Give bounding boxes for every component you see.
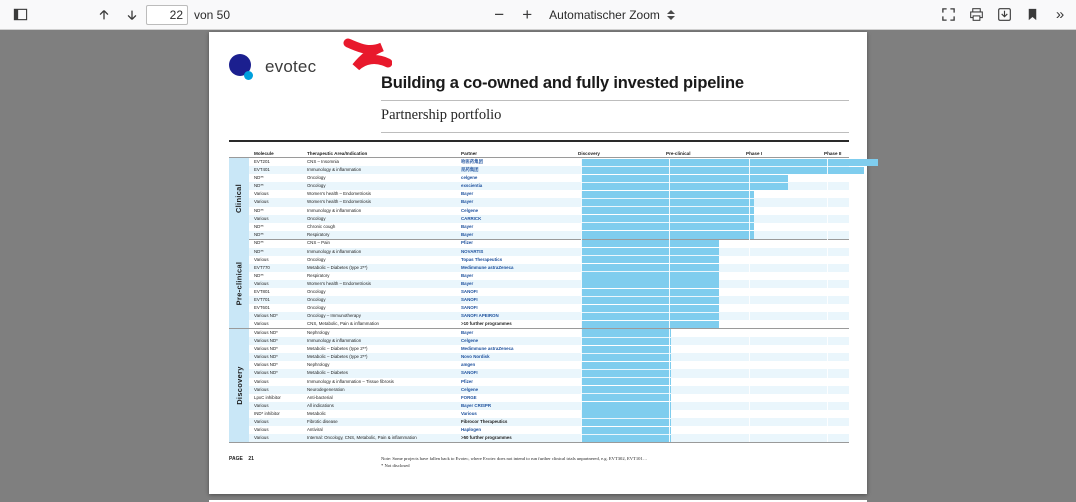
header-partner: Partner	[461, 151, 478, 156]
cell-therapeutic: Immunology & inflammation	[307, 207, 362, 213]
progress-bar	[581, 305, 719, 312]
table-row	[249, 207, 849, 215]
cell-partner: 昆药集团	[461, 167, 479, 173]
cell-molecule: EVT601	[254, 305, 270, 311]
progress-bar	[581, 313, 719, 320]
cell-therapeutic: Immunology & inflammation	[307, 338, 362, 344]
table-row	[249, 182, 849, 190]
cell-partner: FORGE	[461, 394, 477, 400]
cell-molecule: Various	[254, 402, 269, 408]
progress-bar	[581, 297, 719, 304]
cell-therapeutic: Immunology & inflammation	[307, 248, 362, 254]
cell-partner: >50 further programmes	[461, 435, 512, 441]
download-icon	[997, 7, 1012, 22]
footer-page-label: PAGE	[229, 456, 243, 462]
zoom-select[interactable]	[541, 4, 679, 26]
phase-band	[229, 329, 849, 442]
cell-partner: Bayer	[461, 329, 474, 335]
progress-bar	[581, 321, 719, 328]
cell-therapeutic: Women's health – Endometriosis	[307, 191, 371, 197]
progress-bar	[581, 231, 754, 238]
table-row	[249, 174, 849, 182]
print-icon	[969, 7, 984, 22]
phase-gridline	[827, 239, 828, 328]
cell-molecule: Various ND*	[254, 329, 278, 335]
cell-partner: Celgene	[461, 207, 479, 213]
cell-partner: exscientia	[461, 183, 483, 189]
zoom-out-button[interactable]: −	[494, 4, 505, 24]
cell-partner: Bayer	[461, 231, 474, 237]
cell-therapeutic: Oncology	[307, 289, 326, 294]
table-row	[249, 402, 849, 410]
cell-molecule: EVT401	[254, 167, 270, 173]
table-row	[249, 190, 849, 198]
page-count-label: von 50	[194, 7, 231, 22]
zoom-select-value: Automatischer Zoom	[549, 7, 660, 22]
phase-gridline	[827, 329, 828, 442]
cell-partner: CARRICK	[461, 215, 482, 221]
progress-bar	[581, 215, 754, 222]
cell-therapeutic: Metabolic	[307, 410, 326, 416]
pdf-viewer[interactable]	[0, 30, 1076, 502]
cell-molecule: ND**	[254, 183, 264, 189]
cell-molecule: ND**	[254, 223, 264, 229]
header-phase2: Phase II	[824, 151, 842, 156]
phase-band	[229, 239, 849, 328]
cell-molecule: ND**	[254, 240, 264, 246]
table-row	[249, 166, 849, 174]
cell-molecule: Various	[254, 280, 269, 286]
progress-bar	[581, 362, 671, 369]
table-row	[249, 329, 849, 337]
cell-molecule: Various ND*	[254, 338, 278, 344]
table-row	[249, 418, 849, 426]
cell-therapeutic: Internal: Oncology, CNS, Metabolic, Pain & inflammation	[307, 435, 417, 441]
pdf-page	[209, 32, 867, 494]
footnote-line-1: Note: Some projects have fallen back to Evotec, where Evotec does not intend to run further clinical trials unpartnered, e.g. EVT302, EVT101…	[381, 456, 648, 461]
phase-band-label: Discovery	[229, 329, 249, 442]
table-top-rule	[229, 140, 849, 142]
progress-bar	[581, 427, 671, 434]
logo-text: evotec	[265, 57, 317, 76]
cell-molecule: Various	[254, 378, 269, 384]
table-row	[249, 158, 849, 166]
cell-molecule: Various	[254, 386, 269, 392]
cell-molecule: Various ND*	[254, 313, 278, 319]
cell-partner: Medimmune astraZeneca	[461, 264, 514, 270]
cell-molecule: Various	[254, 191, 269, 197]
cell-molecule: EVT701	[254, 297, 270, 303]
progress-bar	[581, 256, 719, 263]
progress-bar	[581, 346, 671, 353]
cell-molecule: EVT770	[254, 264, 270, 270]
sidebar-toggle-button[interactable]	[6, 2, 34, 28]
cell-molecule: Various	[254, 199, 269, 205]
phase-band-rows	[249, 158, 849, 239]
pdf-toolbar	[0, 0, 1076, 30]
progress-bar	[581, 272, 719, 279]
cell-therapeutic: CNS, Metabolic, Pain & inflammation	[307, 321, 379, 327]
cell-therapeutic: Oncology	[307, 183, 326, 189]
cell-therapeutic: Metabolic – Diabetes (type 2**)	[307, 354, 368, 360]
cell-molecule: IND* inhibitor	[254, 410, 280, 416]
cell-molecule: Various ND*	[254, 370, 278, 376]
table-row	[249, 394, 849, 402]
cell-partner: Haplogen	[461, 427, 482, 433]
progress-bar	[581, 167, 864, 174]
table-row	[249, 248, 849, 256]
previous-page-button[interactable]	[90, 2, 118, 28]
cell-partner: Celgene	[461, 338, 479, 344]
cell-therapeutic: Metabolic – Diabetes	[307, 370, 349, 376]
band-divider	[229, 442, 849, 443]
cell-partner: amgen	[461, 362, 476, 368]
cell-molecule: Various ND*	[254, 362, 278, 368]
phase-gridline	[749, 239, 750, 328]
cell-partner: SANOFI	[461, 297, 478, 303]
cell-therapeutic: Oncology	[307, 215, 326, 221]
cell-molecule: Various	[254, 419, 269, 424]
progress-bar	[581, 280, 719, 287]
progress-bar	[581, 199, 754, 206]
presentation-mode-button[interactable]	[934, 2, 962, 28]
cell-therapeutic: Oncology	[307, 305, 326, 311]
cell-molecule: ND**	[254, 272, 264, 278]
table-row	[249, 256, 849, 264]
table-row	[249, 198, 849, 206]
more-tools-button[interactable]: »	[1055, 6, 1065, 23]
cell-molecule: LpxC inhibitor	[254, 394, 281, 400]
progress-bar	[581, 183, 788, 190]
table-row	[249, 361, 849, 369]
cell-molecule: EVT201	[254, 159, 270, 164]
cell-therapeutic: Oncology	[307, 175, 326, 181]
phase-band	[229, 158, 849, 239]
cell-partner: Bayer CRISPR	[461, 402, 492, 408]
sidebar-icon	[13, 7, 28, 22]
table-row	[249, 288, 849, 296]
progress-bar	[581, 223, 754, 230]
table-row	[249, 369, 849, 377]
cell-partner: NOVARTIS	[461, 248, 484, 254]
cell-partner: >10 further programmes	[461, 321, 512, 327]
cell-partner: Pfizer	[461, 378, 473, 384]
footnote	[381, 455, 801, 469]
progress-bar	[581, 435, 671, 442]
cell-partner: Bayer	[461, 199, 474, 205]
red-annotation-mark	[342, 37, 392, 73]
cell-partner: Fibrocor Therapeutics	[461, 419, 508, 424]
progress-bar	[581, 191, 754, 198]
arrow-up-icon	[97, 8, 111, 22]
fullscreen-icon	[941, 7, 956, 22]
progress-bar	[581, 159, 878, 166]
cell-therapeutic: Women's health – Endometriosis	[307, 280, 371, 286]
cell-therapeutic: Respiratory	[307, 231, 330, 237]
progress-bar	[581, 248, 719, 255]
table-row	[249, 320, 849, 328]
chevron-updown-icon	[667, 10, 675, 20]
progress-bar	[581, 394, 671, 401]
table-row	[249, 426, 849, 434]
cell-partner: Novo Nordisk	[461, 354, 490, 360]
title-divider	[381, 100, 849, 101]
cell-therapeutic: Metabolic – Diabetes (type 2**)	[307, 264, 368, 270]
cell-therapeutic: Neurodegeneration	[307, 386, 345, 392]
phase-gridline	[749, 158, 750, 239]
progress-bar	[581, 370, 671, 377]
cell-partner: Bayer	[461, 191, 474, 197]
table-row	[249, 434, 849, 442]
cell-molecule: ND**	[254, 207, 264, 213]
cell-molecule: ND**	[254, 175, 264, 181]
table-row	[249, 353, 849, 361]
cell-therapeutic: Fibrotic disease	[307, 419, 338, 424]
cell-partner: SANOFI	[461, 305, 478, 311]
cell-molecule: Various	[254, 427, 269, 433]
header-therapeutic: Therapeutic Area/Indication	[307, 151, 368, 156]
table-row	[249, 345, 849, 353]
table-row	[249, 239, 849, 247]
slide-subtitle: Partnership portfolio	[381, 107, 502, 123]
cell-therapeutic: Respiratory	[307, 272, 330, 278]
phase-band-label: Pre-clinical	[229, 239, 249, 328]
cell-therapeutic: Immunology & inflammation – Tissue fibrosis	[307, 378, 394, 384]
table-row	[249, 304, 849, 312]
bookmark-button[interactable]	[1018, 2, 1046, 28]
cell-partner: Medimmune astraZeneca	[461, 346, 514, 352]
next-page-button[interactable]	[118, 2, 146, 28]
cell-therapeutic: Anti-bacterial	[307, 394, 333, 400]
table-row	[249, 312, 849, 320]
cell-therapeutic: All indications	[307, 402, 334, 408]
slide-title: Building a co-owned and fully invested pipeline	[381, 74, 744, 92]
phase-gridline	[581, 329, 582, 442]
header-phase1: Phase I	[746, 151, 763, 156]
phase-gridline	[669, 158, 670, 239]
phase-gridline	[581, 158, 582, 239]
cell-partner: Bayer	[461, 280, 474, 286]
progress-bar	[581, 240, 719, 247]
cell-therapeutic: Oncology	[307, 256, 326, 262]
progress-bar	[581, 264, 719, 271]
progress-bar	[581, 338, 671, 345]
phase-gridline	[827, 158, 828, 239]
cell-molecule: Various	[254, 321, 269, 327]
cell-partner: Topas Therapeutics	[461, 256, 503, 262]
phase-band-rows	[249, 329, 849, 442]
header-discovery: Discovery	[578, 151, 600, 156]
cell-partner: SANOFI	[461, 289, 478, 294]
zoom-in-button[interactable]: +	[522, 4, 533, 24]
page-number-input[interactable]	[146, 5, 188, 25]
footnote-line-2: * Not disclosed	[381, 463, 410, 468]
table-row	[249, 264, 849, 272]
cell-partner: SANOFI	[461, 370, 478, 376]
cell-molecule: ND**	[254, 248, 264, 254]
cell-therapeutic: Oncology	[307, 297, 326, 303]
cell-molecule: Various	[254, 256, 269, 262]
cell-therapeutic: Immunology & inflammation	[307, 167, 362, 173]
cell-therapeutic: Women's health – Endometriosis	[307, 199, 371, 205]
progress-bar	[581, 175, 788, 182]
subtitle-divider	[381, 132, 849, 133]
cell-partner: SANOFI APEIRON	[461, 313, 499, 319]
cell-therapeutic: CNS – Insomnia	[307, 159, 339, 164]
phase-gridline	[669, 329, 670, 442]
cell-molecule: Various	[254, 215, 269, 221]
progress-bar	[581, 289, 719, 296]
cell-partner: 哈医药集团	[461, 159, 483, 164]
phase-band-label: Clinical	[229, 158, 249, 239]
header-molecule: Molecule	[254, 151, 274, 156]
table-row	[249, 272, 849, 280]
cell-therapeutic: Nephrology	[307, 329, 330, 335]
header-preclinical: Pre-clinical	[666, 151, 691, 156]
progress-bar	[581, 402, 671, 409]
phase-gridline	[669, 239, 670, 328]
table-row	[249, 386, 849, 394]
cell-partner: Pfizer	[461, 240, 473, 246]
progress-bar	[581, 354, 671, 361]
arrow-down-icon	[125, 8, 139, 22]
cell-therapeutic: Oncology – Immunotherapy	[307, 313, 361, 319]
cell-molecule: Various	[254, 435, 269, 441]
table-row	[249, 280, 849, 288]
bookmark-icon	[1025, 7, 1040, 22]
pipeline-table	[229, 148, 849, 443]
cell-partner: Bayer	[461, 272, 474, 278]
progress-bar	[581, 410, 671, 417]
progress-bar	[581, 329, 671, 336]
phase-gridline	[749, 329, 750, 442]
table-header-row	[229, 148, 849, 158]
cell-molecule: EVT801	[254, 289, 270, 294]
print-button[interactable]	[962, 2, 990, 28]
cell-partner: Bayer	[461, 223, 474, 229]
table-row	[249, 410, 849, 418]
cell-partner: Celgene	[461, 386, 479, 392]
cell-therapeutic: Nephrology	[307, 362, 330, 368]
progress-bar	[581, 378, 671, 385]
cell-molecule: Various ND*	[254, 346, 278, 352]
table-row	[249, 223, 849, 231]
table-row	[249, 337, 849, 345]
logo-small-circle-icon	[244, 71, 253, 80]
progress-bar	[581, 207, 754, 214]
table-row	[249, 296, 849, 304]
cell-therapeutic: Antiviral	[307, 427, 323, 433]
footer-page	[229, 456, 254, 462]
phase-band-rows	[249, 239, 849, 328]
footer-page-number: 21	[248, 456, 254, 462]
cell-partner: celgene	[461, 175, 478, 181]
evotec-logo	[229, 54, 316, 80]
progress-bar	[581, 386, 671, 393]
cell-therapeutic: CNS – Pain	[307, 240, 330, 246]
table-row	[249, 378, 849, 386]
cell-molecule: ND**	[254, 231, 264, 237]
progress-bar	[581, 419, 671, 426]
phase-gridline	[581, 239, 582, 328]
table-row	[249, 215, 849, 223]
cell-therapeutic: Metabolic – Diabetes (type 2**)	[307, 346, 368, 352]
cell-therapeutic: Chronic cough	[307, 223, 336, 229]
cell-partner: Various	[461, 410, 477, 416]
table-row	[249, 231, 849, 239]
cell-molecule: Various ND*	[254, 354, 278, 360]
download-button[interactable]	[990, 2, 1018, 28]
